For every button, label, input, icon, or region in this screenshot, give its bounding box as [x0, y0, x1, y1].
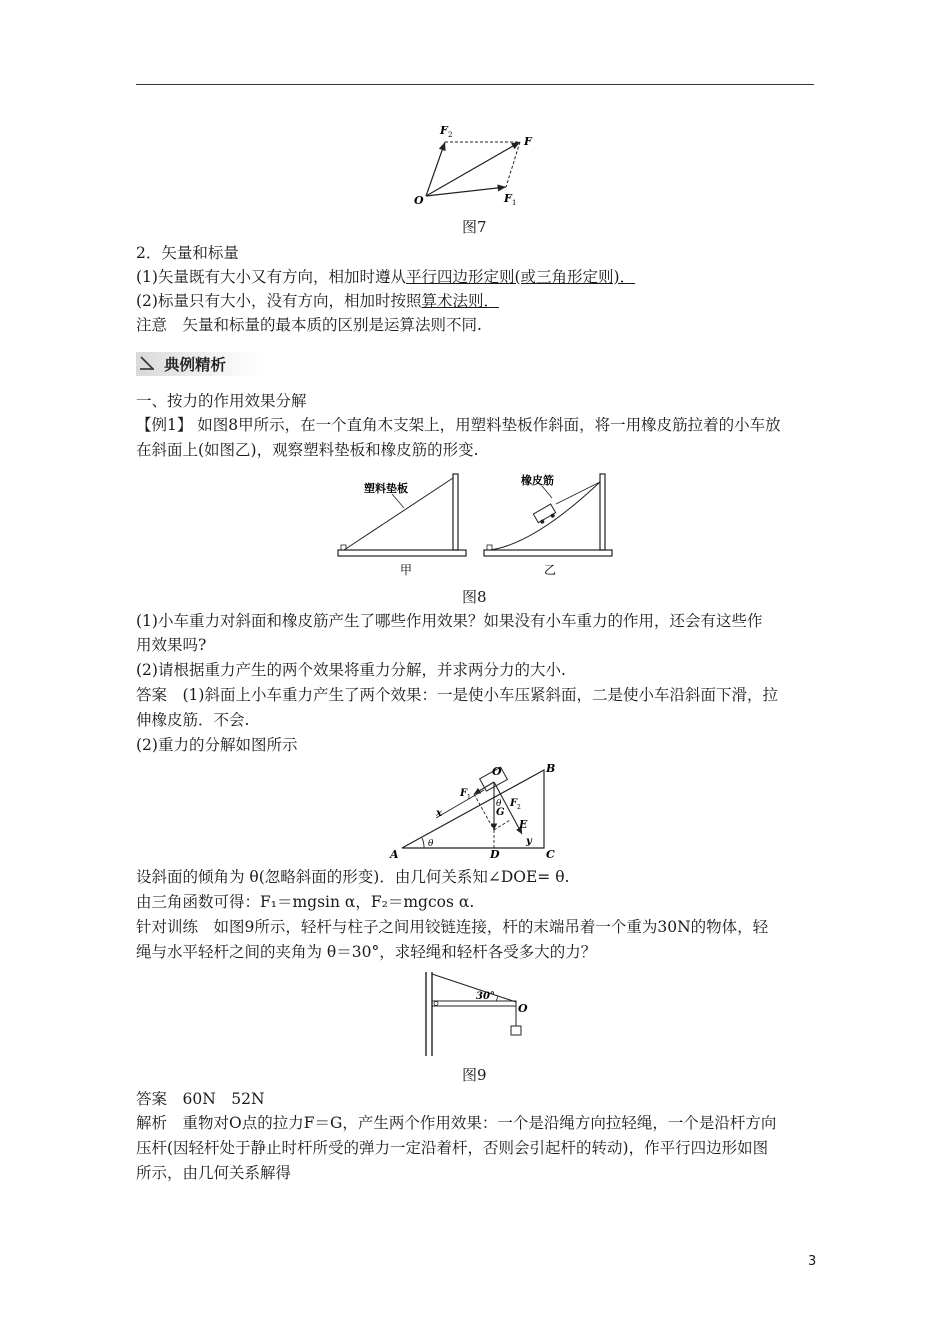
figure-9-rod-and-rope	[418, 968, 538, 1060]
fig9-caption: 图9	[462, 1066, 487, 1084]
fig7-label-F2: F	[440, 124, 448, 137]
fig8-sub-left: 甲	[400, 563, 413, 577]
answer-1-line-2: 伸橡皮筋．不会.	[136, 711, 250, 729]
analysis-line-1: 解析 重物对O点的拉力F＝G，产生两个作用效果：一个是沿绳方向拉轻绳，一个是沿杆方向	[136, 1114, 777, 1132]
question-1-line-2: 用效果吗?	[136, 636, 207, 654]
fig7-label-F1-sub: 1	[512, 199, 517, 207]
vector-heading: 2．矢量和标量	[136, 244, 239, 262]
question-2: (2)请根据重力产生的两个效果将重力分解，并求两分力的大小.	[136, 661, 566, 679]
example1-line-2: 在斜面上(如图乙)，观察塑料垫板和橡皮筋的形变.	[136, 441, 479, 459]
incline-label-G: G	[496, 807, 505, 818]
section-title: 典例精析	[164, 356, 227, 374]
incline-label-A: A	[390, 848, 399, 861]
header-rule	[136, 84, 814, 85]
vector-line-1	[136, 266, 635, 288]
incline-label-C: C	[546, 848, 555, 861]
incline-label-O: O	[492, 765, 502, 778]
figure-8-incline-setups	[334, 464, 624, 584]
incline-label-F1: F	[460, 788, 468, 799]
vector-note: 注意 矢量和标量的最本质的区别是运算法则不同.	[136, 316, 482, 334]
incline-force-diagram	[388, 760, 588, 864]
fig7-label-O: O	[414, 194, 424, 207]
fig7-label-F1: F	[504, 192, 512, 205]
vector-line-2-text: (2)标量只有大小，没有方向，相加时按照	[136, 292, 422, 310]
incline-label-theta: θ	[428, 839, 434, 849]
vector-line-2	[136, 290, 499, 312]
derivation-line-1: 设斜面的倾角为 θ(忽略斜面的形变)．由几何关系知∠DOE= θ.	[136, 868, 570, 886]
incline-label-B: B	[546, 762, 556, 775]
incline-label-F1-sub: 1	[467, 794, 471, 801]
fig8-caption: 图8	[462, 588, 487, 606]
incline-label-y: y	[526, 836, 532, 847]
incline-label-D: D	[490, 848, 500, 861]
page-number: 3	[808, 1254, 817, 1269]
question-1-line-1: (1)小车重力对斜面和橡皮筋产生了哪些作用效果？如果没有小车重力的作用，还会有这些作	[136, 612, 763, 630]
fig8-sub-right: 乙	[544, 563, 557, 577]
fig7-caption: 图7	[462, 218, 487, 236]
answer-1-line-3: (2)重力的分解如图所示	[136, 736, 298, 754]
analysis-line-2: 压杆(因轻杆处于静止时杆所受的弹力一定沿着杆，否则会引起杆的转动)，作平行四边形如图	[136, 1139, 769, 1157]
derivation-line-2: 由三角函数可得：F₁＝mgsin α，F₂＝mgcos α.	[136, 893, 475, 911]
incline-label-E: E	[519, 818, 528, 831]
fig8-label-board: 塑料垫板	[364, 482, 408, 495]
analysis-line-3: 所示，由几何关系解得	[136, 1164, 292, 1182]
answer-1-line-1: 答案 (1)斜面上小车重力产生了两个效果：一是使小车压紧斜面，二是使小车沿斜面下滑，拉	[136, 686, 778, 704]
fig8-label-band: 橡皮筋	[521, 474, 554, 487]
answer-2: 答案 60N 52N	[136, 1090, 265, 1108]
incline-label-theta-top: θ	[496, 799, 502, 809]
fig7-label-F2-sub: 2	[448, 131, 453, 139]
fig7-label-F: F	[524, 135, 532, 148]
fig9-label-O: O	[518, 1002, 528, 1015]
vector-line-1-text: (1)矢量既有大小又有方向，相加时遵从	[136, 268, 406, 286]
part1-title: 一、按力的作用效果分解	[136, 392, 307, 410]
fig9-angle-label: 30°	[476, 991, 495, 1002]
vector-line-2-underlined: 算术法则．	[421, 292, 499, 310]
section-header	[136, 352, 266, 376]
arrow-down-right-icon	[138, 354, 158, 374]
incline-label-x: x	[436, 808, 442, 819]
training-line-2: 绳与水平轻杆之间的夹角为 θ＝30°，求轻绳和轻杆各受多大的力？	[136, 943, 597, 961]
training-line-1: 针对训练 如图9所示，轻杆与柱子之间用铰链连接，杆的末端吊着一个重为30N的物体，轻	[136, 918, 769, 936]
incline-label-F2-sub: 2	[517, 804, 521, 811]
figure-7-parallelogram	[410, 120, 540, 210]
incline-label-F2: F	[510, 798, 518, 809]
vector-line-1-underlined: 平行四边形定则(或三角形定则)．	[405, 268, 636, 286]
example1-line-1: 【例1】 如图8甲所示，在一个直角木支架上，用塑料垫板作斜面，将一用橡皮筋拉着的小车放	[136, 416, 781, 434]
